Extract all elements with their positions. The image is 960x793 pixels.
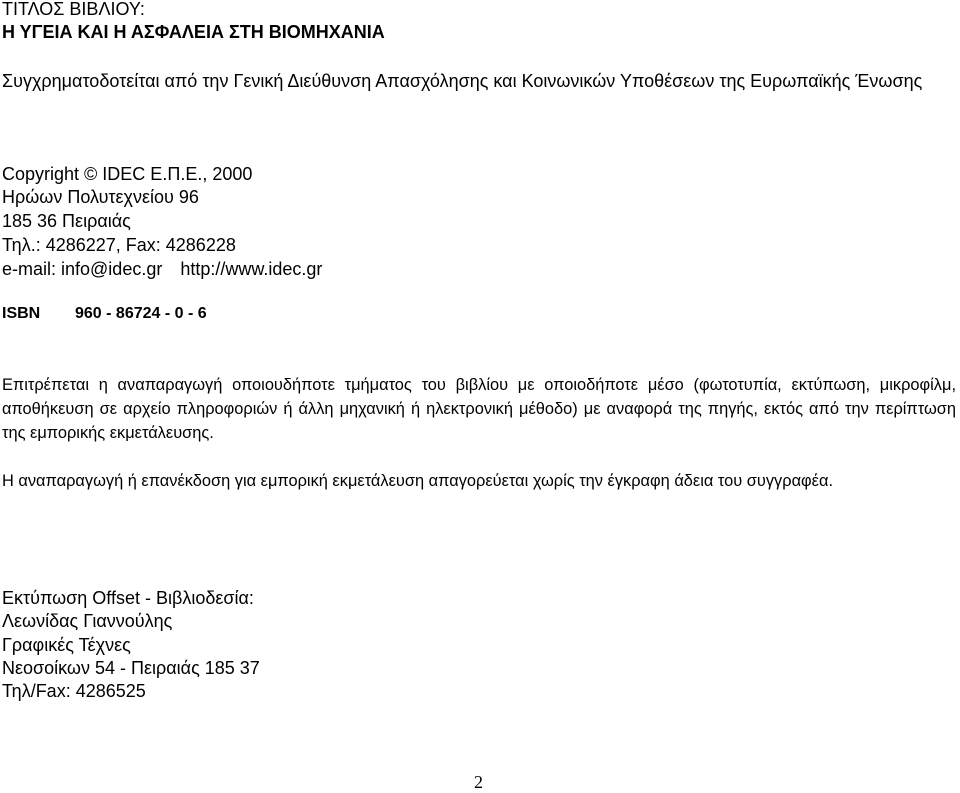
publisher-website[interactable]: http://www.idec.gr — [180, 259, 323, 279]
publisher-street: Ηρώων Πολυτεχνείου 96 — [2, 187, 199, 207]
restriction-paragraph: Η αναπαραγωγή ή επανέκδοση για εμπορική εκμετάλευση απαγορεύεται χωρίς την έγκραφη άδεια του συγγραφέα. — [2, 472, 834, 490]
book-title: Η ΥΓΕΙΑ ΚΑΙ Η ΑΣΦΑΛΕΙΑ ΣΤΗ ΒΙΟΜΗΧΑΝΙΑ — [2, 22, 385, 42]
permission-paragraph: Επιτρέπεται η αναπαραγωγή οποιουδήποτε τμήματος του βιβλίου με οποιοδήποτε μέσο (φωτοτυπία, εκτύπωση, μικροφίλμ, αποθήκευση σε αρχείο πληροφοριών ή άλλη μηχανική ή ηλεκτρονική μέθοδο) με αναφορά της πηγής, εκτός από την περίπτωση της εμπορικής εκμετάλευσης. — [2, 376, 956, 442]
publisher-phone-fax: Τηλ.: 4286227, Fax: 4286228 — [2, 235, 236, 255]
printer-label: Εκτύπωση Offset - Βιβλιοδεσία: — [2, 588, 254, 608]
copyright-line: Copyright © IDEC E.Π.Ε., 2000 — [2, 164, 253, 184]
printer-phone: Τηλ/Fax: 4286525 — [2, 681, 146, 701]
publisher-email[interactable]: e-mail: info@idec.gr — [2, 259, 163, 279]
publisher-contact-line — [2, 258, 322, 280]
funding-statement: Συγχρηματοδοτείται από την Γενική Διεύθυνση Απασχόλησης και Κοινωνικών Υποθέσεων της Ευρωπαϊκής Ένωσης — [2, 71, 923, 91]
isbn-label: ISBN — [2, 305, 41, 322]
printer-name: Λεωνίδας Γιαννούλης — [2, 611, 173, 631]
title-label: ΤΙΤΛΟΣ ΒΙΒΛΙΟΥ: — [2, 0, 145, 19]
page-number: 2 — [474, 772, 483, 792]
isbn-value: 960 - 86724 - 0 - 6 — [75, 305, 207, 322]
printer-business: Γραφικές Τέχνες — [2, 635, 131, 655]
publisher-city: 185 36 Πειραιάς — [2, 211, 131, 231]
printer-address: Νεοσοίκων 54 - Πειραιάς 185 37 — [2, 658, 260, 678]
